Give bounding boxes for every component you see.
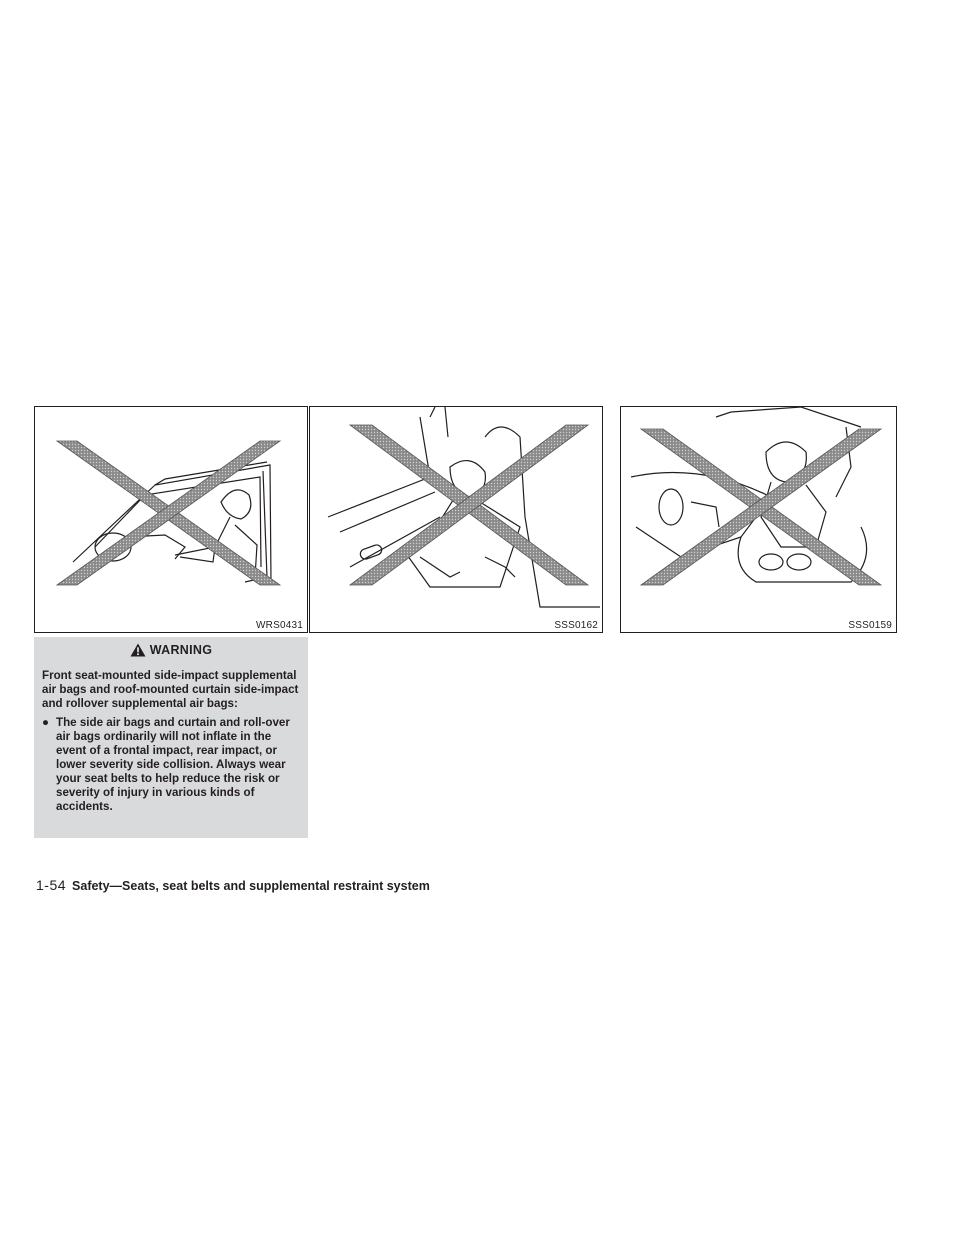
page-footer xyxy=(36,877,430,893)
warning-title: WARNING xyxy=(149,643,213,657)
warning-intro: Front seat-mounted side-impact supplemental air bags and roof-mounted curtain side-impact and rollover supplemental air bags: xyxy=(42,669,299,710)
warning-box xyxy=(34,637,308,838)
page-number: 1-54 xyxy=(36,877,67,893)
figure-code: WRS0431 xyxy=(256,620,303,631)
figure-code: SSS0159 xyxy=(848,620,892,631)
warning-list-item xyxy=(42,716,300,814)
child-standing-near-dashboard-illustration xyxy=(621,407,897,633)
figure-code: SSS0162 xyxy=(554,620,598,631)
warning-triangle-icon xyxy=(130,643,146,657)
driver-leaning-illustration xyxy=(35,407,308,633)
section-title: Safety—Seats, seat belts and supplemental restraint system xyxy=(72,879,430,893)
warning-item-text: The side air bags and curtain and roll-over air bags ordinarily will not inflate in the event of a frontal impact, rear impact, or lower severity side collision. Always wear your seat belts to help reduce the risk or severity of injury in various kinds of accidents. xyxy=(56,716,290,813)
figure-side-airbag-driver xyxy=(34,406,308,633)
figure-child-seatbelt xyxy=(309,406,603,633)
child-in-seat-illustration xyxy=(310,407,603,633)
warning-heading xyxy=(42,643,300,657)
figure-child-dashboard xyxy=(620,406,897,633)
bullet-icon: ● xyxy=(42,716,50,729)
